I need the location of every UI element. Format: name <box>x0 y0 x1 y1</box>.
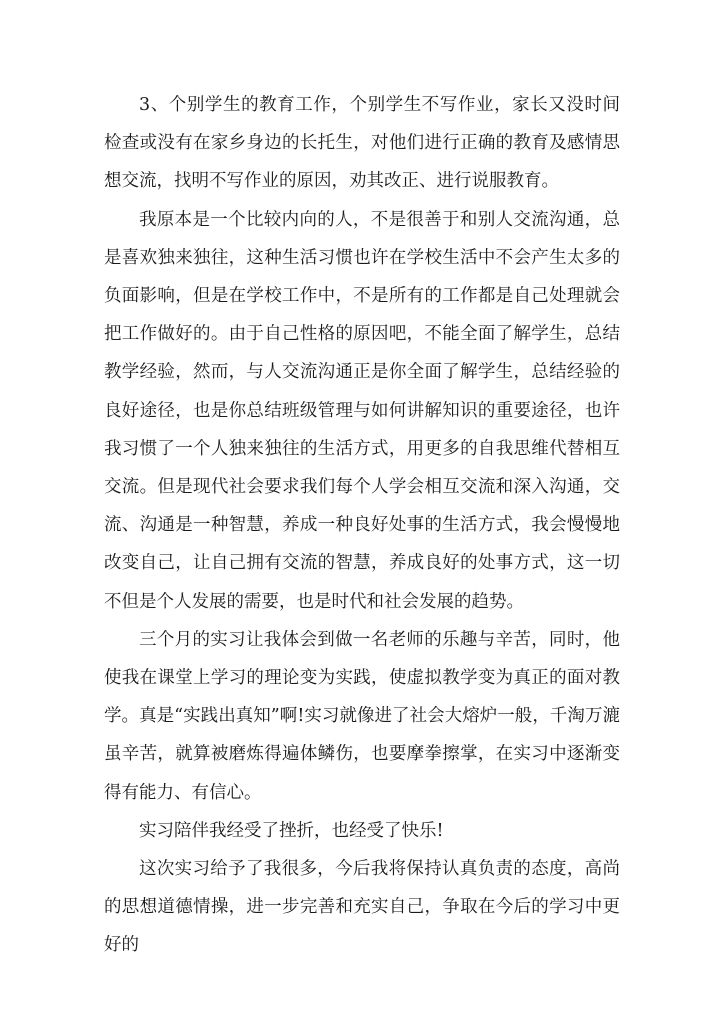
paragraph: 这次实习给予了我很多，今后我将保持认真负责的态度，高尚的思想道德情操，进一步完善和充实自己，争取在今后的学习中更好的 <box>104 859 620 956</box>
document-body <box>104 86 620 965</box>
paragraph: 我原本是一个比较内向的人，不是很善于和别人交流沟通，总是喜欢独来独往，这种生活习惯也许在学校生活中不会产生太多的负面影响，但是在学校工作中，不是所有的工作都是自己处理就会把工作做好的。由于自己性格的原因吧，不能全面了解学生，总结教学经验，然而，与人交流沟通正是你全面了解学生，总结经验的良好途径，也是你总结班级管理与如何讲解知识的重要途径，也许我习惯了一个人独来独往的生活方式，用更多的自我思维代替相互交流。但是现代社会要求我们每个人学会相互交流和深入沟通，交流、沟通是一种智慧，养成一种良好处事的生活方式，我会慢慢地改变自己，让自己拥有交流的智慧，养成良好的处事方式，这一切不但是个人发展的需要，也是时代和社会发展的趋势。 <box>104 209 620 612</box>
paragraph: 实习陪伴我经受了挫折，也经受了快乐! <box>139 820 444 841</box>
paragraph: 3、个别学生的教育工作，个别学生不写作业，家长又没时间检查或没有在家乡身边的长托生，对他们进行正确的教育及感情思想交流，找明不写作业的原因，劝其改正、进行说服教育。 <box>104 95 620 192</box>
paragraph: 三个月的实习让我体会到做一名老师的乐趣与辛苦，同时，他使我在课堂上学习的理论变为实践，使虚拟教学变为真正的面对教学。真是“实践出真知”啊!实习就像进了社会大熔炉一般，千淘万漉虽辛苦，就算被磨炼得遍体鳞伤，也要摩拳擦掌，在实习中逐渐变得有能力、有信心。 <box>104 629 620 803</box>
